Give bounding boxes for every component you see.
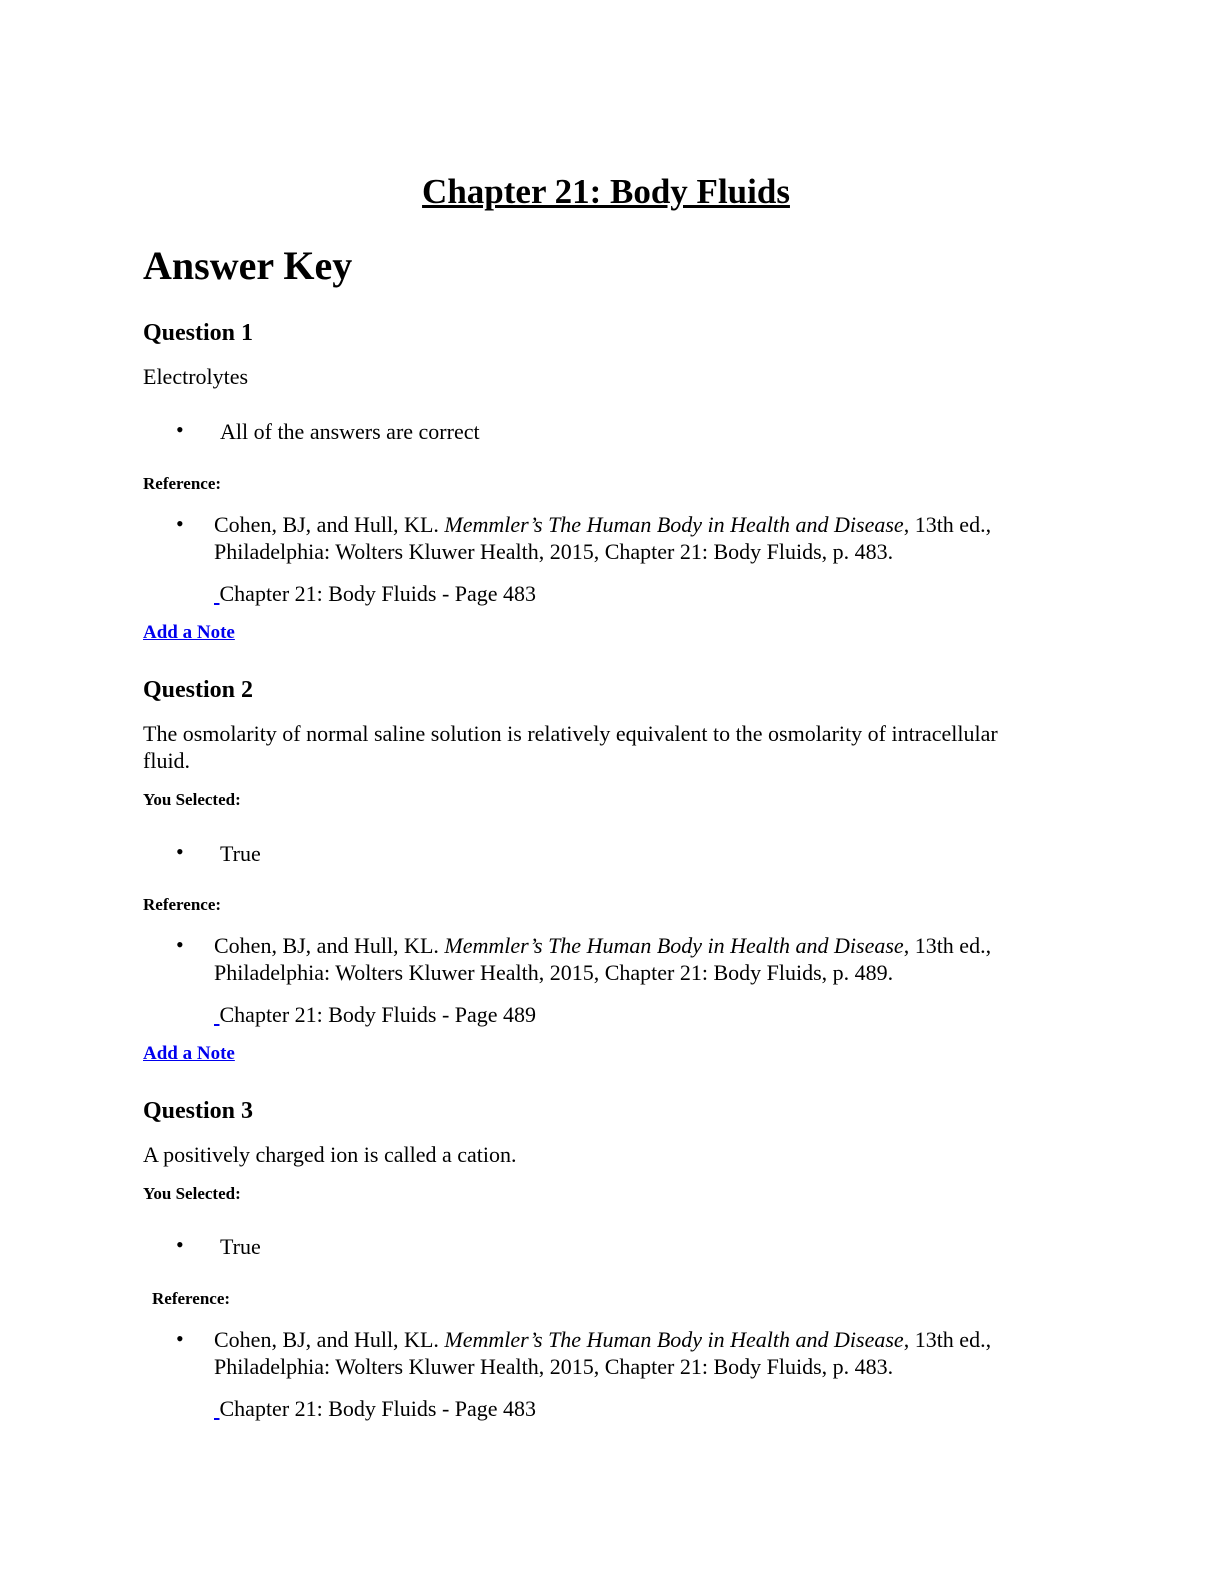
question-3-reference-link-line: Chapter 21: Body Fluids - Page 483 xyxy=(214,1395,536,1422)
question-1-answer: All of the answers are correct xyxy=(220,419,480,444)
question-3-reference-line2: Philadelphia: Wolters Kluwer Health, 2015, Chapter 21: Body Fluids, p. 483. xyxy=(214,1354,894,1379)
bullet: • xyxy=(176,417,184,442)
bullet: • xyxy=(176,839,184,864)
question-2-reference-line2: Philadelphia: Wolters Kluwer Health, 2015, Chapter 21: Body Fluids, p. 489. xyxy=(214,960,894,985)
add-note-link[interactable]: Add a Note xyxy=(143,622,235,643)
question-1-title: Question 1 xyxy=(143,320,254,346)
bullet: • xyxy=(176,1232,184,1257)
reference-label: Reference: xyxy=(152,1289,231,1308)
question-1-reference-line2: Philadelphia: Wolters Kluwer Health, 2015, Chapter 21: Body Fluids, p. 483. xyxy=(214,539,894,564)
question-1-reference-line1: Cohen, BJ, and Hull, KL. Memmler’s The Human Body in Health and Disease, 13th ed., xyxy=(214,512,992,537)
reference-label: Reference: xyxy=(143,895,222,914)
reference-label: Reference: xyxy=(143,474,222,493)
bullet: • xyxy=(176,511,184,536)
question-1-text: Electrolytes xyxy=(143,364,249,389)
question-2-text-line2: fluid. xyxy=(143,748,191,773)
question-1-reference-link-line: Chapter 21: Body Fluids - Page 483 xyxy=(214,580,536,607)
question-3-title: Question 3 xyxy=(143,1098,254,1124)
question-2-reference-line1: Cohen, BJ, and Hull, KL. Memmler’s The Human Body in Health and Disease, 13th ed., xyxy=(214,933,992,958)
bullet: • xyxy=(176,1326,184,1351)
question-3-answer: True xyxy=(220,1234,261,1259)
page-title: Chapter 21: Body Fluids xyxy=(422,172,790,211)
question-2-reference-link-line: Chapter 21: Body Fluids - Page 489 xyxy=(214,1001,536,1028)
question-2-title: Question 2 xyxy=(143,677,254,703)
question-2-answer: True xyxy=(220,841,261,866)
question-3-reference-line1: Cohen, BJ, and Hull, KL. Memmler’s The Human Body in Health and Disease, 13th ed., xyxy=(214,1327,992,1352)
answer-key-heading: Answer Key xyxy=(143,243,353,288)
question-2-text-line1: The osmolarity of normal saline solution is relatively equivalent to the osmolarity of intracellular xyxy=(143,721,998,746)
add-note-link[interactable]: Add a Note xyxy=(143,1043,235,1064)
you-selected-label: You Selected: xyxy=(143,1184,241,1203)
bullet: • xyxy=(176,932,184,957)
question-3-text: A positively charged ion is called a cation. xyxy=(143,1142,517,1167)
you-selected-label: You Selected: xyxy=(143,790,241,809)
